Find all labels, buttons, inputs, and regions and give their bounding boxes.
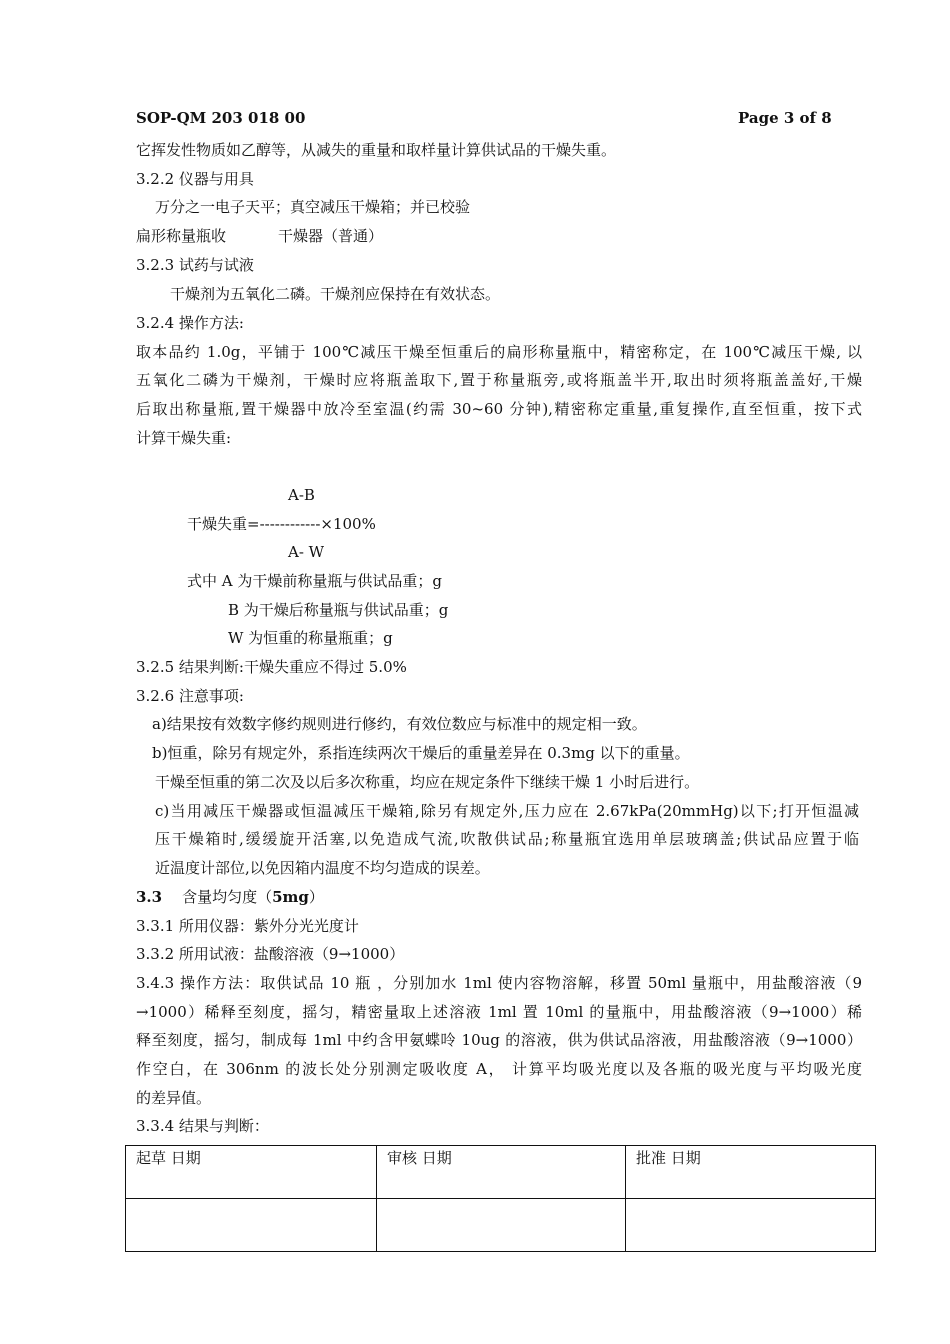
formula: 干燥失重=------------×100% — [187, 515, 376, 533]
variable-definition: B 为干燥后称量瓶与供试品重；g — [228, 601, 449, 619]
paragraph-line: 的差异值。 — [136, 1089, 212, 1107]
section-number: 3.3 — [136, 888, 163, 906]
signoff-review-cell[interactable] — [377, 1199, 626, 1252]
note-item: c)当用减压干燥器或恒温减压干燥箱,除另有规定外,压力应在 2.67kPa(20mmHg)以下;打开恒温减 — [155, 802, 859, 820]
note-item: 压干燥箱时,缓缓旋开活塞,以免造成气流,吹散供试品;称量瓶宜选用单层玻璃盖;供试品应置于临 — [155, 830, 859, 848]
section-heading: 3.2.5 结果判断:干燥失重应不得过 5.0% — [136, 658, 407, 676]
paragraph-line: 干燥剂为五氧化二磷。干燥剂应保持在有效状态。 — [170, 285, 501, 303]
note-item: b)恒重，除另有规定外，系指连续两次干燥后的重量差异在 0.3mg 以下的重量。 — [152, 744, 690, 762]
section-title-end: ） — [308, 888, 324, 906]
section-heading: 3.2.2 仪器与用具 — [136, 170, 254, 188]
section-heading: 3.2.6 注意事项: — [136, 687, 244, 705]
section-heading: 3.3.4 结果与判断： — [136, 1117, 269, 1135]
signoff-review-label: 审核 日期 — [377, 1146, 626, 1199]
section-heading: 3.2.3 试药与试液 — [136, 256, 254, 274]
paragraph-line: 五氧化二磷为干燥剂，干燥时应将瓶盖取下,置于称量瓶旁,或将瓶盖半开,取出时须将瓶盖盖好,干燥 — [136, 371, 862, 389]
paragraph-line: 它挥发性物质如乙醇等，从减失的重量和取样量计算供试品的干燥失重。 — [136, 141, 617, 159]
paragraph-line: 干燥器（普通） — [278, 227, 384, 245]
signoff-draft-label: 起草 日期 — [126, 1146, 377, 1199]
paragraph-line: 计算干燥失重: — [136, 429, 232, 447]
paragraph-line: 释至刻度，摇匀，制成每 1ml 中约含甲氨蝶呤 10ug 的溶液，供为供试品溶液，用盐酸溶液（9→1000） — [136, 1031, 862, 1049]
paragraph-line: 作空白，在 306nm 的波长处分别测定吸收度 A， 计算平均吸光度以及各瓶的吸光度与平均吸光度 — [136, 1060, 862, 1078]
paragraph-line: 3.3.2 所用试液：盐酸溶液（9→1000） — [136, 945, 405, 963]
signoff-table — [125, 1145, 876, 1252]
document-id: SOP-QM 203 018 00 — [136, 109, 306, 127]
note-item: 干燥至恒重的第二次及以后多次称重，均应在规定条件下继续干燥 1 小时后进行。 — [155, 773, 700, 791]
paragraph-line: 万分之一电子天平；真空减压干燥箱；并已校验 — [155, 198, 471, 216]
section-heading: 3.2.4 操作方法: — [136, 314, 244, 332]
paragraph-line: 后取出称量瓶,置干燥器中放冷至室温(约需 30~60 分钟),精密称定重量,重复操作,直至恒重，按下式 — [136, 400, 862, 418]
signoff-approve-cell[interactable] — [626, 1199, 876, 1252]
paragraph-line: 3.3.1 所用仪器：紫外分光光度计 — [136, 917, 359, 935]
formula-denominator: A- W — [288, 543, 325, 561]
page-number: Page 3 of 8 — [738, 109, 832, 127]
section-heading — [136, 887, 324, 907]
section-title-bold: 5mg — [272, 888, 309, 906]
note-item: a)结果按有效数字修约规则进行修约，有效位数应与标准中的规定相一致。 — [152, 715, 647, 733]
paragraph-line: →1000）稀释至刻度，摇匀，精密量取上述溶液 1ml 置 10ml 的量瓶中，用盐酸溶液（9→1000）稀 — [136, 1003, 862, 1021]
paragraph-line: 3.4.3 操作方法：取供试品 10 瓶 ，分别加水 1ml 使内容物溶解，移置 50ml 量瓶中，用盐酸溶液（9 — [136, 974, 862, 992]
formula-numerator: A-B — [288, 486, 315, 504]
paragraph-line: 取本品约 1.0g，平铺于 100℃减压干燥至恒重后的扁形称量瓶中，精密称定，在 100℃减压干燥, 以 — [136, 343, 862, 361]
variable-definition: 式中 A 为干燥前称量瓶与供试品重；g — [187, 572, 442, 590]
paragraph-line: 扁形称量瓶收 — [136, 227, 227, 245]
signoff-draft-cell[interactable] — [126, 1199, 377, 1252]
section-title: 含量均匀度（ — [182, 888, 273, 906]
note-item: 近温度计部位,以免因箱内温度不均匀造成的误差。 — [155, 859, 490, 877]
variable-definition: W 为恒重的称量瓶重；g — [228, 629, 393, 647]
signoff-approve-label: 批准 日期 — [626, 1146, 876, 1199]
